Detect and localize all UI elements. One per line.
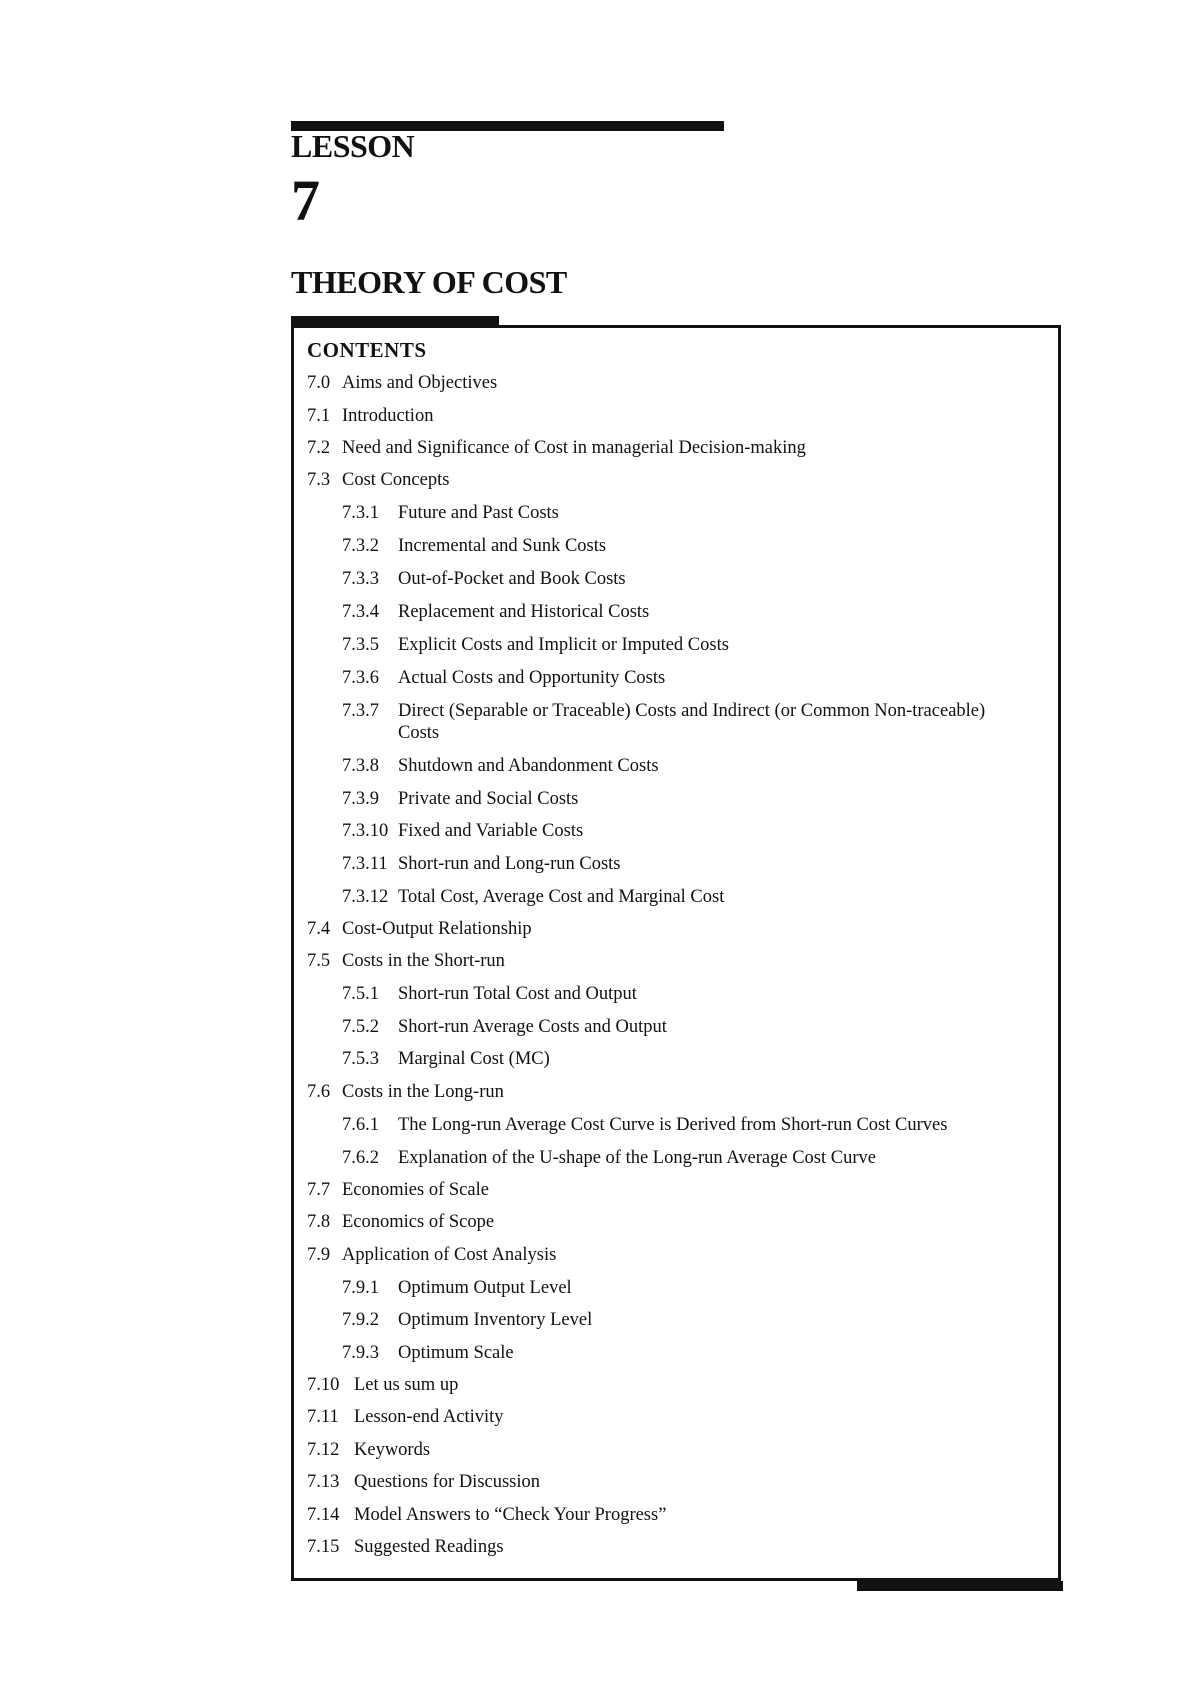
toc-entry-title: Costs in the Short-run xyxy=(342,951,505,971)
toc-entry-title: Total Cost, Average Cost and Marginal Cost xyxy=(398,887,725,907)
toc-entry xyxy=(294,1309,1058,1331)
toc-entry xyxy=(294,853,1058,875)
toc-entry xyxy=(294,1439,1058,1461)
toc-entry-title: Questions for Discussion xyxy=(354,1472,541,1492)
toc-entry-title: Out-of-Pocket and Book Costs xyxy=(398,569,626,589)
toc-entry-number: 7.6.2 xyxy=(342,1148,379,1168)
toc-entry-number: 7.3.9 xyxy=(342,789,379,809)
toc-entry-title: Explicit Costs and Implicit or Imputed Costs xyxy=(398,635,729,655)
toc-entry-title: Cost-Output Relationship xyxy=(342,919,532,939)
bottom-rule xyxy=(857,1581,1063,1591)
toc-entry-number: 7.3.6 xyxy=(342,668,379,688)
toc-entry-title: Optimum Output Level xyxy=(398,1278,572,1298)
toc-entry xyxy=(294,535,1058,557)
toc-entry-title: Need and Significance of Cost in managerial Decision-making xyxy=(342,438,806,458)
toc-entry-number: 7.7 xyxy=(307,1180,331,1200)
lesson-label: LESSON xyxy=(291,128,415,164)
toc-entry-number: 7.5.1 xyxy=(342,984,379,1004)
toc-entry xyxy=(294,1374,1058,1396)
toc-entry-number: 7.3.11 xyxy=(342,854,388,874)
toc-entry-title: Short-run Average Costs and Output xyxy=(398,1017,667,1037)
toc-entry xyxy=(294,700,1058,744)
toc-entry xyxy=(294,601,1058,623)
toc-entry xyxy=(294,950,1058,972)
toc-entry xyxy=(294,437,1058,459)
toc-entry-number: 7.12 xyxy=(307,1440,340,1460)
toc-entry-number: 7.3.2 xyxy=(342,536,379,556)
toc-entry xyxy=(294,886,1058,908)
toc-entry xyxy=(294,1471,1058,1493)
toc-entry-title: Economics of Scope xyxy=(342,1212,495,1232)
toc-entry xyxy=(294,502,1058,524)
toc-entry xyxy=(294,918,1058,940)
toc-entry xyxy=(294,1147,1058,1169)
toc-entry xyxy=(294,1504,1058,1526)
toc-entry-number: 7.5.2 xyxy=(342,1017,379,1037)
toc-entry-number: 7.9 xyxy=(307,1245,331,1265)
contents-box xyxy=(291,325,1061,1581)
toc-entry-number: 7.4 xyxy=(307,919,331,939)
toc-entry xyxy=(294,755,1058,777)
toc-entry-title: Shutdown and Abandonment Costs xyxy=(398,756,659,776)
toc-entry-number: 7.10 xyxy=(307,1375,340,1395)
toc-entry xyxy=(294,788,1058,810)
toc-entry-number: 7.3.1 xyxy=(342,503,379,523)
toc-entry-number: 7.3.3 xyxy=(342,569,379,589)
toc-entry-number: 7.3.10 xyxy=(342,821,389,841)
toc-entry xyxy=(294,1048,1058,1070)
toc-entry-title: Model Answers to “Check Your Progress” xyxy=(354,1505,667,1525)
toc-entry-title: Optimum Inventory Level xyxy=(398,1310,593,1330)
toc-entry-number: 7.1 xyxy=(307,406,331,426)
toc-entry-title: Costs in the Long-run xyxy=(342,1082,504,1102)
toc-entry-number: 7.3.12 xyxy=(342,887,389,907)
toc-entry xyxy=(294,1244,1058,1266)
lesson-number: 7 xyxy=(291,168,320,233)
toc-entry xyxy=(294,1342,1058,1364)
toc-entry-title: Fixed and Variable Costs xyxy=(398,821,584,841)
toc-entry-number: 7.14 xyxy=(307,1505,340,1525)
toc-entry xyxy=(294,667,1058,689)
lesson-title: THEORY OF COST xyxy=(291,264,567,300)
toc-entry xyxy=(294,634,1058,656)
toc-entry-title: Actual Costs and Opportunity Costs xyxy=(398,668,666,688)
toc-entry-number: 7.9.1 xyxy=(342,1278,379,1298)
toc-entry-title: Incremental and Sunk Costs xyxy=(398,536,607,556)
toc-entry xyxy=(294,405,1058,427)
toc-entry xyxy=(294,1081,1058,1103)
toc-entry-number: 7.5 xyxy=(307,951,331,971)
toc-entry-number: 7.3.7 xyxy=(342,701,379,721)
toc-entry xyxy=(294,1277,1058,1299)
toc-entry-title: Future and Past Costs xyxy=(398,503,559,523)
toc-entry-number: 7.11 xyxy=(307,1407,339,1427)
toc-entry-number: 7.3.8 xyxy=(342,756,379,776)
toc-entry-title: Let us sum up xyxy=(354,1375,459,1395)
toc-entry xyxy=(294,820,1058,842)
toc-entry-title: Aims and Objectives xyxy=(342,373,498,393)
toc-entry xyxy=(294,1536,1058,1558)
toc-entry-title: Suggested Readings xyxy=(354,1537,504,1557)
toc-entry-title: Replacement and Historical Costs xyxy=(398,602,650,622)
toc-entry-number: 7.9.2 xyxy=(342,1310,379,1330)
toc-entry-title: Marginal Cost (MC) xyxy=(398,1049,550,1069)
toc-entry-number: 7.3 xyxy=(307,470,331,490)
toc-entry-title: Cost Concepts xyxy=(342,470,450,490)
toc-entry-title: Direct (Separable or Traceable) Costs and Indirect (or Common Non-traceable) Costs xyxy=(398,701,986,743)
toc-entry-number: 7.5.3 xyxy=(342,1049,379,1069)
toc-entry-number: 7.9.3 xyxy=(342,1343,379,1363)
toc-entry-title: Short-run Total Cost and Output xyxy=(398,984,637,1004)
toc-entry-number: 7.15 xyxy=(307,1537,340,1557)
toc-entry-title: Introduction xyxy=(342,406,434,426)
toc-entry-title: Economies of Scale xyxy=(342,1180,489,1200)
toc-entry xyxy=(294,1114,1058,1136)
toc-entry-number: 7.13 xyxy=(307,1472,340,1492)
toc-entry-number: 7.3.4 xyxy=(342,602,379,622)
toc-entry xyxy=(294,372,1058,394)
toc-entry xyxy=(294,983,1058,1005)
toc-entry-title: Application of Cost Analysis xyxy=(342,1245,557,1265)
toc-entry xyxy=(294,1016,1058,1038)
toc-entry-title: The Long-run Average Cost Curve is Derived from Short-run Cost Curves xyxy=(398,1115,948,1135)
toc-entry-title: Short-run and Long-run Costs xyxy=(398,854,621,874)
toc-entry-title: Private and Social Costs xyxy=(398,789,579,809)
toc-entry xyxy=(294,1211,1058,1233)
toc-entry-title: Optimum Scale xyxy=(398,1343,514,1363)
toc-entry-title: Lesson-end Activity xyxy=(354,1407,504,1427)
toc-entry-number: 7.2 xyxy=(307,438,331,458)
toc-entry xyxy=(294,1179,1058,1201)
toc-entry xyxy=(294,469,1058,491)
toc-entry xyxy=(294,1406,1058,1428)
toc-entry-number: 7.6.1 xyxy=(342,1115,379,1135)
toc-entry-number: 7.8 xyxy=(307,1212,331,1232)
toc-entry-number: 7.3.5 xyxy=(342,635,379,655)
toc-entry-title: Explanation of the U-shape of the Long-run Average Cost Curve xyxy=(398,1148,876,1168)
toc-entry-title: Keywords xyxy=(354,1440,431,1460)
toc-entry xyxy=(294,568,1058,590)
toc-entry-number: 7.6 xyxy=(307,1082,331,1102)
toc-entry-number: 7.0 xyxy=(307,373,331,393)
contents-heading: CONTENTS xyxy=(307,338,427,362)
